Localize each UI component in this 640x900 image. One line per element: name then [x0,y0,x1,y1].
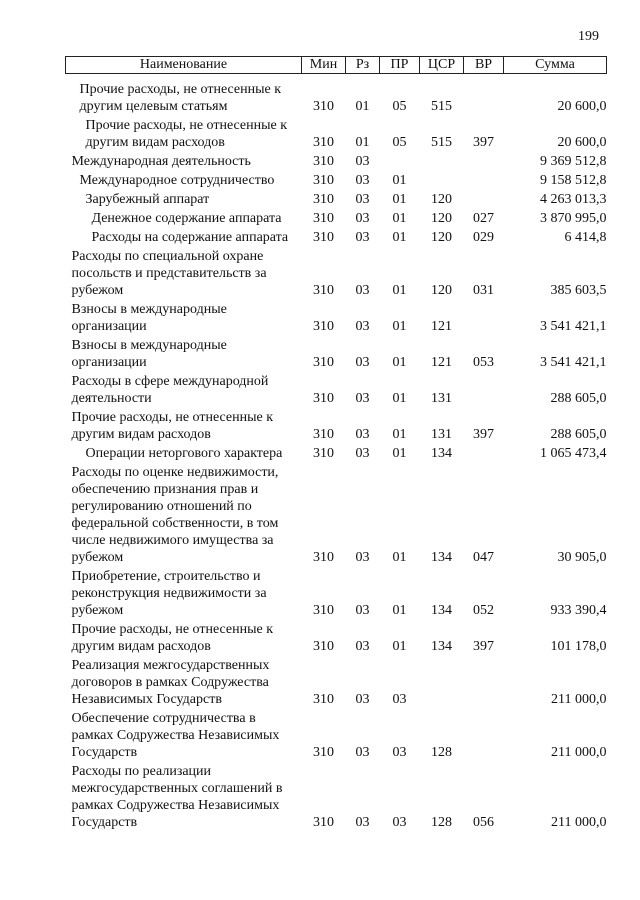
row-sum: 6 414,8 [564,230,607,245]
row-pr: 01 [392,173,407,188]
header-pr: ПР [380,57,420,74]
row-rz: 03 [355,192,370,207]
row-vr: 397 [473,639,494,654]
row-min: 310 [313,355,334,370]
row-name: Расходы на содержание аппарата [91,230,289,245]
row-csr [420,151,464,170]
table-row [66,371,607,407]
table-row [66,151,607,170]
row-csr: 120 [431,283,452,298]
row-sum: 211 000,0 [551,692,607,707]
row-pr: 01 [392,427,407,442]
header-name: Наименование [66,57,302,74]
row-vr [464,151,504,170]
row-min: 310 [313,391,334,406]
table-row [66,246,607,299]
row-min: 310 [313,603,334,618]
row-min: 310 [313,211,334,226]
row-vr: 027 [473,211,494,226]
row-name: Международное сотрудничество [79,173,275,188]
row-vr [464,170,504,189]
row-rz: 03 [355,154,370,169]
row-rz: 03 [355,173,370,188]
header-rz: Рз [346,57,380,74]
row-sum: 9 369 512,8 [540,154,607,169]
table-row [66,335,607,371]
page-number: 199 [578,29,599,44]
row-vr: 029 [473,230,494,245]
row-vr [464,189,504,208]
row-min: 310 [313,230,334,245]
budget-table [65,56,607,831]
row-min: 310 [313,427,334,442]
row-pr: 03 [392,692,407,707]
row-pr: 01 [392,230,407,245]
row-rz: 03 [355,355,370,370]
row-sum: 933 390,4 [550,603,607,618]
row-pr: 01 [392,446,407,461]
row-rz: 03 [355,230,370,245]
header-csr: ЦСР [420,57,464,74]
row-rz: 03 [355,692,370,707]
row-min: 310 [313,192,334,207]
row-name: Взносы в международные организации [71,338,227,370]
row-pr: 01 [392,319,407,334]
row-sum: 385 603,5 [550,283,607,298]
row-min: 310 [313,446,334,461]
row-name: Расходы по специальной охране посольств и представительств за рубежом [71,249,267,298]
header-min: Мин [302,57,346,74]
row-min: 310 [313,815,334,830]
row-pr: 01 [392,192,407,207]
row-rz: 03 [355,639,370,654]
table-row [66,462,607,566]
row-min: 310 [313,319,334,334]
row-vr [464,655,504,708]
row-rz: 03 [355,446,370,461]
row-min: 310 [313,283,334,298]
header-sum: Сумма [504,57,607,74]
row-rz: 03 [355,319,370,334]
row-name: Прочие расходы, не отнесенные к другим видам расходов [85,118,288,150]
row-pr [380,151,420,170]
row-name: Расходы в сфере международной деятельности [71,374,269,406]
row-vr: 052 [473,603,494,618]
row-sum: 9 158 512,8 [540,173,607,188]
row-name: Денежное содержание аппарата [91,211,282,226]
row-pr: 01 [392,603,407,618]
table-row [66,189,607,208]
table-row [66,566,607,619]
row-vr: 056 [473,815,494,830]
table-row [66,761,607,831]
table-row [66,443,607,462]
row-vr: 397 [473,135,494,150]
row-vr: 047 [473,550,494,565]
table-row [66,115,607,151]
row-min: 310 [313,99,334,114]
row-sum: 211 000,0 [551,745,607,760]
row-sum: 4 263 013,3 [540,192,607,207]
row-name: Операции неторгового характера [85,446,283,461]
row-min: 310 [313,173,334,188]
table-row [66,170,607,189]
row-csr: 120 [431,230,452,245]
table-row [66,655,607,708]
row-name: Расходы по реализации межгосударственных соглашений в рамках Содружества Независимых Государств [71,764,283,830]
row-csr [420,170,464,189]
row-rz: 03 [355,815,370,830]
row-sum: 20 600,0 [557,135,607,150]
row-pr: 01 [392,283,407,298]
table-row [66,619,607,655]
row-min: 310 [313,692,334,707]
row-rz: 03 [355,427,370,442]
row-csr [420,655,464,708]
row-pr: 03 [392,745,407,760]
row-pr: 01 [392,355,407,370]
row-rz: 01 [355,99,370,114]
row-vr [464,371,504,407]
row-sum: 1 065 473,4 [540,446,607,461]
table-row [66,208,607,227]
row-min: 310 [313,154,334,169]
table-row [66,708,607,761]
table-body [66,74,607,832]
row-csr: 120 [431,192,452,207]
row-min: 310 [313,639,334,654]
row-vr: 053 [473,355,494,370]
row-csr: 128 [431,745,452,760]
row-min: 310 [313,745,334,760]
row-vr [464,708,504,761]
row-sum: 3 541 421,1 [540,319,607,334]
row-min: 310 [313,550,334,565]
row-sum: 101 178,0 [550,639,607,654]
row-vr [464,443,504,462]
row-sum: 288 605,0 [550,427,607,442]
table-row [66,227,607,246]
row-vr: 031 [473,283,494,298]
row-pr: 01 [392,550,407,565]
row-name: Расходы по оценке недвижимости, обеспечению признания прав и регулированию отношений по федеральной собственности, в том числе недвижимого имущества за рубежом [71,465,279,565]
row-min: 310 [313,135,334,150]
row-csr: 134 [431,550,452,565]
row-rz: 03 [355,745,370,760]
row-pr: 01 [392,639,407,654]
row-name: Прочие расходы, не отнесенные к другим видам расходов [71,622,274,654]
row-name: Прочие расходы, не отнесенные к другим целевым статьям [79,82,282,114]
row-sum: 20 600,0 [557,99,607,114]
row-csr: 121 [431,355,452,370]
row-name: Зарубежный аппарат [85,192,210,207]
row-rz: 03 [355,211,370,226]
row-name: Международная деятельность [71,154,251,169]
row-pr: 05 [392,99,407,114]
row-pr: 05 [392,135,407,150]
row-csr: 134 [431,446,452,461]
row-rz: 01 [355,135,370,150]
row-vr [464,299,504,335]
row-csr: 121 [431,319,452,334]
row-sum: 30 905,0 [557,550,607,565]
row-sum: 288 605,0 [550,391,607,406]
header-vr: ВР [464,57,504,74]
row-rz: 03 [355,283,370,298]
row-sum: 3 541 421,1 [540,355,607,370]
row-pr: 01 [392,211,407,226]
row-sum: 3 870 995,0 [540,211,607,226]
row-pr: 03 [392,815,407,830]
row-rz: 03 [355,391,370,406]
row-name: Прочие расходы, не отнесенные к другим видам расходов [71,410,274,442]
row-csr: 134 [431,603,452,618]
row-name: Взносы в международные организации [71,302,227,334]
row-csr: 131 [431,391,452,406]
row-name: Реализация межгосударственных договоров в рамках Содружества Независимых Государств [71,658,270,707]
row-csr: 515 [431,99,452,114]
table-row [66,74,607,116]
row-vr: 397 [473,427,494,442]
row-csr: 128 [431,815,452,830]
row-rz: 03 [355,550,370,565]
row-vr [464,74,504,116]
table-row [66,407,607,443]
row-csr: 131 [431,427,452,442]
row-sum: 211 000,0 [551,815,607,830]
table-row [66,299,607,335]
table-header-row [66,57,607,74]
row-name: Обеспечение сотрудничества в рамках Содружества Независимых Государств [71,711,280,760]
row-csr: 134 [431,639,452,654]
row-rz: 03 [355,603,370,618]
row-csr: 120 [431,211,452,226]
row-name: Приобретение, строительство и реконструкция недвижимости за рубежом [71,569,267,618]
row-csr: 515 [431,135,452,150]
row-pr: 01 [392,391,407,406]
